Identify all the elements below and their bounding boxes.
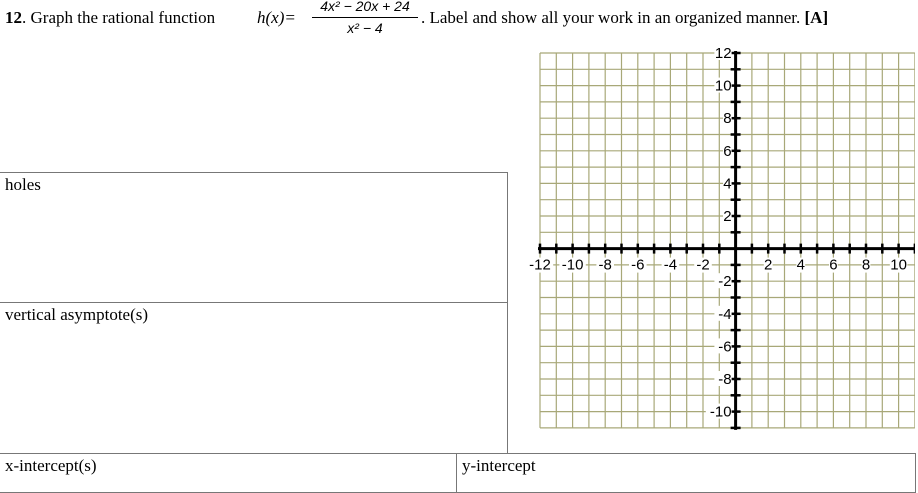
numerator: 4x² − 20x + 24 [320,0,410,14]
question-number: 12 [5,8,22,27]
question-text [5,8,215,28]
y-tick-label: 4 [723,175,732,193]
y-intercept-box[interactable] [456,453,916,493]
y-tick-label: -2 [718,273,732,291]
answer-tag: [A] [804,8,829,27]
coordinate-grid[interactable] [520,44,915,436]
question-header [5,0,915,40]
y-intercept-label: y-intercept [462,456,536,475]
function-name: h(x)= [257,8,296,27]
x-tick-label: -6 [631,256,645,274]
vertical-asymptotes-box[interactable] [0,302,508,454]
x-tick-label: 10 [890,256,907,274]
x-intercepts-box[interactable] [0,453,457,493]
fraction-bar [312,17,418,18]
question-prompt: . Graph the rational function [22,8,216,27]
y-tick-label: -4 [718,305,732,323]
y-tick-label: 12 [714,45,732,62]
vertical-asymptotes-label: vertical asymptote(s) [5,305,149,324]
x-tick-label: -4 [663,256,678,274]
x-tick-label: 6 [829,256,838,274]
denominator: x² − 4 [347,20,383,36]
x-tick-label: 4 [796,256,805,274]
y-tick-label: -6 [718,338,732,356]
x-intercepts-label: x-intercept(s) [5,456,97,475]
x-tick-label: 8 [861,256,871,274]
x-tick-label: 2 [764,256,773,274]
instruction-text [421,8,828,28]
y-tick-label: -8 [718,371,732,388]
y-tick-label: 6 [723,142,732,160]
y-tick-label: 10 [714,77,732,95]
x-tick-label: -10 [561,256,584,274]
rational-expression [310,0,420,40]
x-tick-label: -2 [696,256,710,274]
x-tick-label: -8 [598,256,612,274]
y-tick-label: -10 [709,403,732,421]
y-tick-label: 2 [723,208,732,225]
holes-box[interactable] [0,172,508,303]
x-tick-label: -12 [529,256,551,274]
y-tick-label: 8 [723,110,732,128]
holes-label: holes [5,175,41,194]
instruction: . Label and show all your work in an organized manner. [421,8,801,27]
